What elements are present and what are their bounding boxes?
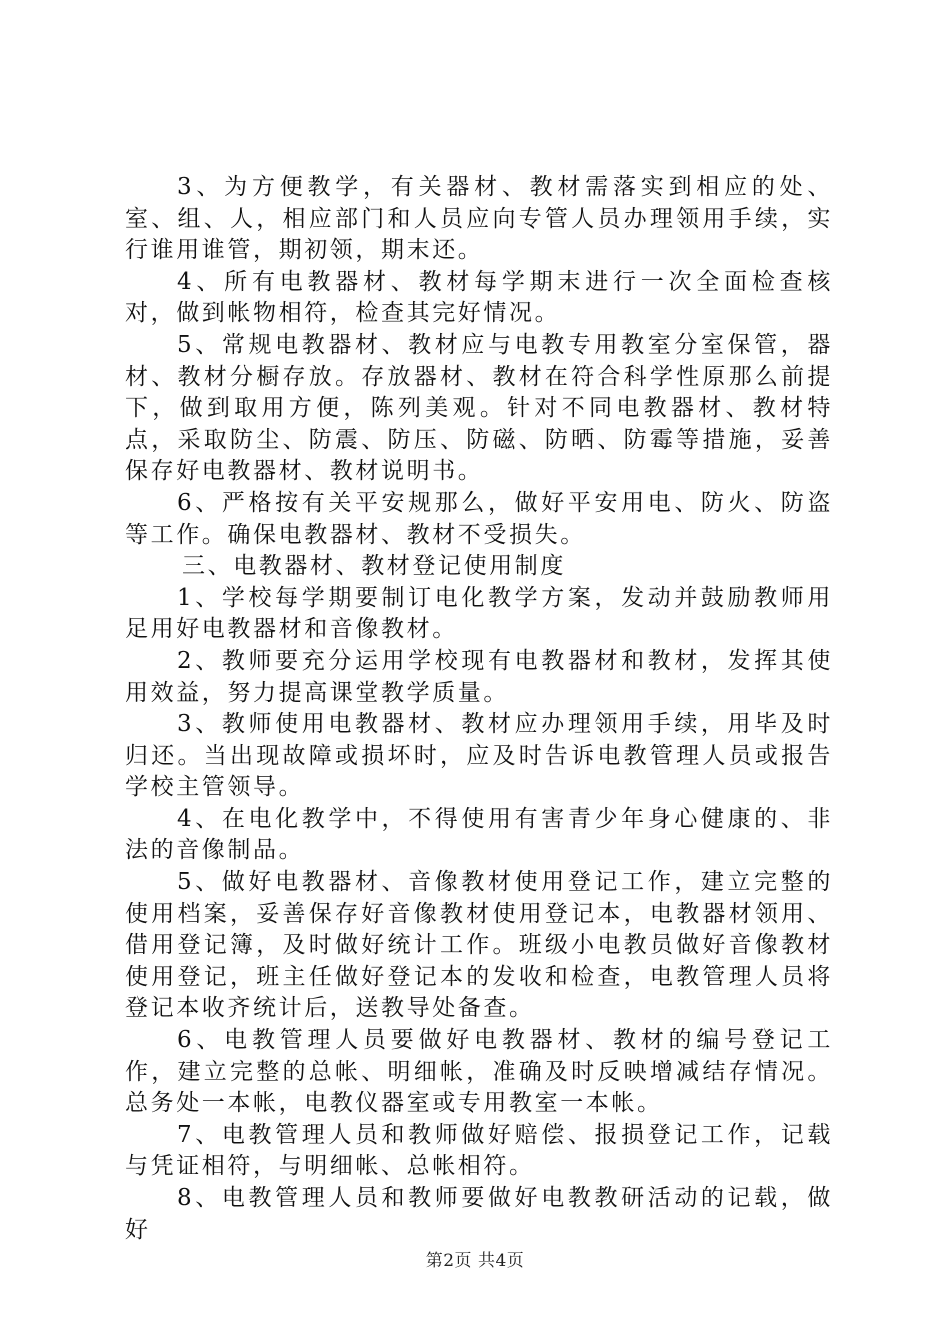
paragraph: 3、为方便教学，有关器材、教材需落实到相应的处、室、组、人，相应部门和人员应向专管人员办理领用手续，实行谁用谁管，期初领，期末还。 xyxy=(125,174,833,264)
page-footer: 第2页 共4页 xyxy=(425,1251,525,1271)
paragraph: 2、教师要充分运用学校现有电教器材和教材，发挥其使用效益，努力提高课堂教学质量。 xyxy=(125,647,833,706)
section-heading: 三、电教器材、教材登记使用制度 xyxy=(182,553,566,580)
paragraph: 8、电教管理人员和教师要做好电教教研活动的记载，做好 xyxy=(125,1185,833,1243)
paragraph: 6、电教管理人员要做好电教器材、教材的编号登记工作，建立完整的总帐、明细帐，准确及时反映增减结存情况。总务处一本帐，电教仪器室或专用教室一本帐。 xyxy=(125,1027,833,1117)
paragraph: 5、做好电教器材、音像教材使用登记工作，建立完整的使用档案，妥善保存好音像教材使用登记本，电教器材领用、借用登记簿，及时做好统计工作。班级小电教员做好音像教材使用登记，班主任做好登记本的发收和检查，电教管理人员将登记本收齐统计后，送教导处备查。 xyxy=(125,869,833,1022)
paragraph: 4、所有电教器材、教材每学期末进行一次全面检查核对，做到帐物相符，检查其完好情况。 xyxy=(125,268,833,327)
document-body xyxy=(125,172,833,1246)
paragraph: 4、在电化教学中，不得使用有害青少年身心健康的、非法的音像制品。 xyxy=(125,805,833,864)
paragraph: 5、常规电教器材、教材应与电教专用教室分室保管，器材、教材分橱存放。存放器材、教材在符合科学性原那么前提下，做到取用方便，陈列美观。针对不同电教器材、教材特点，采取防尘、防震、防压、防磁、防晒、防霉等措施，妥善保存好电教器材、教材说明书。 xyxy=(125,331,833,485)
paragraph: 6、严格按有关平安规那么，做好平安用电、防火、防盗等工作。确保电教器材、教材不受损失。 xyxy=(125,489,833,548)
paragraph: 3、教师使用电教器材、教材应办理领用手续，用毕及时归还。当出现故障或损坏时，应及时告诉电教管理人员或报告学校主管领导。 xyxy=(125,711,833,801)
paragraph: 1、学校每学期要制订电化教学方案，发动并鼓励教师用足用好电教器材和音像教材。 xyxy=(125,584,833,643)
paragraph: 7、电教管理人员和教师做好赔偿、报损登记工作，记载与凭证相符，与明细帐、总帐相符。 xyxy=(125,1121,833,1180)
